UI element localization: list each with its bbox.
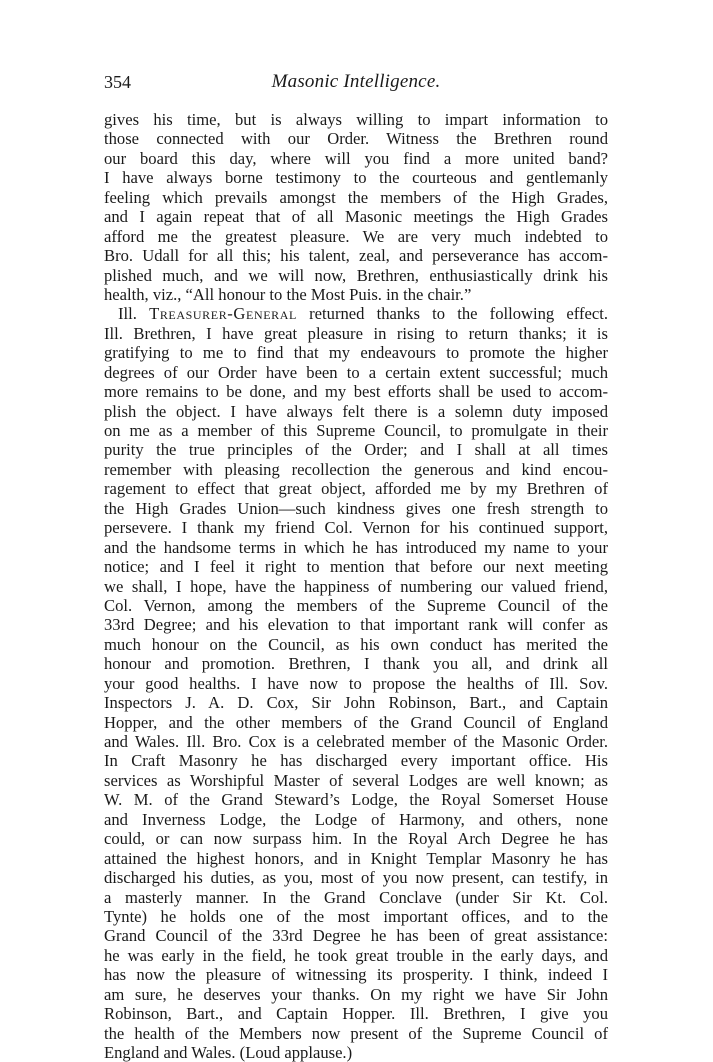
text-line: and Inverness Lodge, the Lodge of Harmony, and others, none bbox=[104, 809, 608, 829]
text-line: and Wales. Ill. Bro. Cox is a celebrated member of the Masonic Order. bbox=[104, 732, 608, 751]
text-line: gratifying to me to find that my endeavours to promote the higher bbox=[104, 343, 608, 363]
text-line: Col. Vernon, among the members of the Supreme Council of the bbox=[104, 595, 608, 615]
text-line: Inspectors J. A. D. Cox, Sir John Robinson, Bart., and Captain bbox=[104, 693, 608, 713]
running-title: Masonic Intelligence. bbox=[271, 71, 441, 92]
text-line: and I again repeat that of all Masonic meetings the High Grades bbox=[104, 207, 608, 227]
text-line: In Craft Masonry he has discharged every important office. His bbox=[104, 751, 608, 771]
text-line: remember with pleasing recollection the generous and kind encou- bbox=[104, 459, 608, 479]
text-line: much honour on the Council, as his own conduct has merited the bbox=[104, 634, 608, 654]
text-line: our board this day, where will you find a more united band? bbox=[104, 148, 608, 168]
text-line: honour and promotion. Brethren, I thank you all, and drink all bbox=[104, 654, 608, 674]
text-line: the High Grades Union—such kindness gives one fresh strength to bbox=[104, 498, 608, 518]
page-header bbox=[104, 64, 608, 92]
text-line: services as Worshipful Master of several Lodges are well known; as bbox=[104, 770, 608, 790]
text-line: discharged his duties, as you, most of you now present, can testify, in bbox=[104, 868, 608, 888]
text-line: Ill. Brethren, I have great pleasure in rising to return thanks; it is bbox=[104, 323, 608, 343]
text-line: we shall, I hope, have the happiness of numbering our valued friend, bbox=[104, 576, 608, 596]
text-line: has now the pleasure of witnessing its prosperity. I think, indeed I bbox=[104, 965, 608, 985]
text-line: those connected with our Order. Witness the Brethren round bbox=[104, 129, 608, 149]
text-line: attained the highest honors, and in Knight Templar Masonry he has bbox=[104, 848, 608, 868]
text-line: Bro. Udall for all this; his talent, zeal, and perseverance has accom- bbox=[104, 246, 608, 266]
text-line: plish the object. I have always felt there is a solemn duty imposed bbox=[104, 401, 608, 421]
text-line: could, or can now surpass him. In the Royal Arch Degree he has bbox=[104, 829, 608, 849]
text-line: W. M. of the Grand Steward’s Lodge, the Royal Somerset House bbox=[104, 790, 608, 810]
text-line: gives his time, but is always willing to impart information to bbox=[104, 110, 608, 129]
speaker-line bbox=[104, 304, 608, 323]
text-line: England and Wales. (Loud applause.) bbox=[104, 1043, 353, 1062]
text-line: notice; and I feel it right to mention that before our next meeting bbox=[104, 557, 608, 577]
text-line: am sure, he deserves your thanks. On my right we have Sir John bbox=[104, 984, 608, 1004]
text-line: persevere. I thank my friend Col. Vernon for his continued support, bbox=[104, 518, 608, 538]
text-line: more remains to be done, and my best efforts shall be used to accom- bbox=[104, 382, 608, 402]
page-number: 354 bbox=[104, 72, 131, 92]
speaker-prefix: Ill. bbox=[118, 304, 137, 324]
text-line: he was early in the field, he took great trouble in the early days, and bbox=[104, 945, 608, 965]
text-line: plished much, and we will now, Brethren, enthusiastically drink his bbox=[104, 265, 608, 285]
speaker-name: Treasurer-General bbox=[149, 304, 297, 324]
text-line: degrees of our Order have been to a certain extent successful; much bbox=[104, 362, 608, 382]
text-line: feeling which prevails amongst the members of the High Grades, bbox=[104, 187, 608, 207]
text-line: your good healths. I have now to propose the healths of Ill. Sov. bbox=[104, 673, 608, 693]
text-line: Grand Council of the 33rd Degree he has been of great assistance: bbox=[104, 926, 608, 946]
text-line: afford me the greatest pleasure. We are very much indebted to bbox=[104, 226, 608, 246]
text-line: 33rd Degree; and his elevation to that important rank will confer as bbox=[104, 615, 608, 635]
text-line: Hopper, and the other members of the Grand Council of England bbox=[104, 712, 608, 732]
text-line: on me as a member of this Supreme Council, to promulgate in their bbox=[104, 421, 608, 440]
text-line: Tynte) he holds one of the most important offices, and to the bbox=[104, 906, 608, 926]
text-line: ragement to effect that great object, afforded me by my Brethren of bbox=[104, 479, 608, 499]
text-line: and the handsome terms in which he has introduced my name to your bbox=[104, 537, 608, 557]
body-text bbox=[104, 110, 608, 1062]
text-line: Robinson, Bart., and Captain Hopper. Ill. Brethren, I give you bbox=[104, 1004, 608, 1024]
text-line: the health of the Members now present of the Supreme Council of bbox=[104, 1023, 608, 1043]
text-line: a masterly manner. In the Grand Conclave (under Sir Kt. Col. bbox=[104, 887, 608, 907]
text-line: purity the true principles of the Order; and I shall at all times bbox=[104, 440, 608, 460]
speaker-line-text: returned thanks to the following effect. bbox=[309, 304, 608, 324]
text-line: health, viz., “All honour to the Most Puis. in the chair.” bbox=[104, 284, 472, 304]
text-line: I have always borne testimony to the courteous and gentlemanly bbox=[104, 168, 608, 188]
